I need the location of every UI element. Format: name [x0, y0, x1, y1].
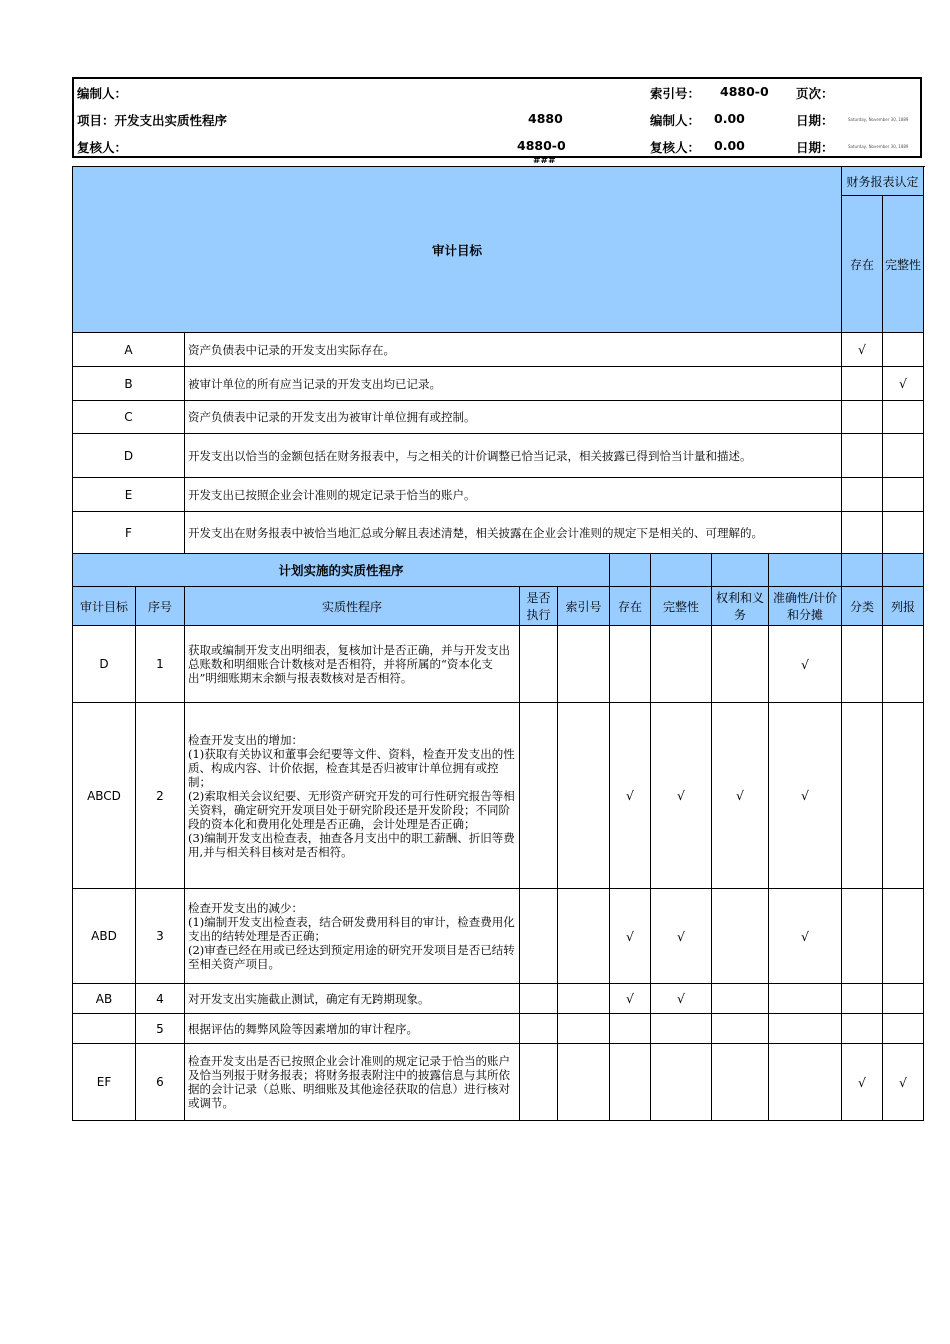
objective-check [883, 333, 924, 367]
procedure-check: √ [769, 626, 842, 703]
procedure-text: 检查开发支出的增加： (1)获取有关协议和董事会纪要等文件、资料，检查开发支出的性质、构成内容、计价依据，检查其是否归被审计单位拥有或控制； (2)索取相关会议纪要、无形资产研究开发的可行性研究报告等相关资料，确定研究开发项目处于研究阶段还是开发阶段；不同阶段的资本化和费用化处理是否正确，会计处理是否正确； (3)编制开发支出检查表，抽查各月支出中的职工薪酬、折旧等费用,并与相关科目核对是否相符。 [185, 703, 520, 889]
procedure-check [651, 1044, 712, 1121]
procedure-row [73, 1044, 924, 1121]
header-box [72, 77, 922, 158]
procedure-seq: 6 [136, 1044, 185, 1121]
procedure-executed-cell[interactable] [520, 626, 558, 703]
objective-code: D [73, 434, 185, 478]
objective-row [73, 478, 924, 512]
procedure-check: √ [712, 703, 769, 889]
procedure-text: 根据评估的舞弊风险等因素增加的审计程序。 [185, 1014, 520, 1044]
procedure-check [610, 1044, 651, 1121]
procedure-text: 检查开发支出是否已按照企业会计准则的规定记录于恰当的账户及恰当列报于财务报表；将财务报表附注中的披露信息与其所依据的会计记录（总账、明细账及其他途径获取的信息）进行核对或调节。 [185, 1044, 520, 1121]
index-label: 索引号： [650, 86, 701, 101]
page-label: 页次： [796, 86, 834, 101]
objective-row [73, 367, 924, 401]
procedure-index-cell[interactable] [558, 984, 610, 1014]
procedure-index-cell[interactable] [558, 1044, 610, 1121]
proc-assertion-presentation: 列报 [883, 587, 924, 626]
procedure-executed-cell[interactable] [520, 984, 558, 1014]
procedure-check: √ [842, 1044, 883, 1121]
procedure-check [712, 984, 769, 1014]
procedure-check [883, 1014, 924, 1044]
assertion-completeness: 完整性 [883, 196, 924, 333]
date2-value: Saturday, November 30, 1889 [848, 144, 909, 149]
preparer2-label: 编制人： [650, 113, 701, 128]
procedure-check: √ [769, 703, 842, 889]
date2-label: 日期： [796, 140, 834, 155]
objective-code: F [73, 512, 185, 554]
preparer2-value: 0.00 [714, 111, 745, 126]
procedure-check [842, 889, 883, 984]
date-value: Saturday, November 30, 1889 [848, 117, 909, 122]
procedure-objective: D [73, 626, 136, 703]
review-code: 4880-0 [517, 138, 566, 153]
procedure-check: √ [610, 703, 651, 889]
reviewer-label: 复核人： [77, 140, 128, 155]
objective-code: A [73, 333, 185, 367]
objective-row [73, 333, 924, 367]
plan-title: 计划实施的实质性程序 [73, 554, 610, 587]
objective-code: E [73, 478, 185, 512]
preparer-label: 编制人： [77, 86, 128, 101]
proc-header-objective: 审计目标 [73, 587, 136, 626]
procedure-executed-cell[interactable] [520, 703, 558, 889]
procedure-objective: EF [73, 1044, 136, 1121]
proc-assertion-classification: 分类 [842, 587, 883, 626]
objective-text: 开发支出以恰当的金额包括在财务报表中，与之相关的计价调整已恰当记录，相关披露已得到恰当计量和描述。 [185, 434, 842, 478]
project-label: 项目：开发支出实质性程序 [77, 113, 228, 128]
objective-check [842, 434, 883, 478]
procedure-check: √ [769, 889, 842, 984]
objective-check [842, 478, 883, 512]
procedure-check: √ [651, 984, 712, 1014]
objective-row [73, 512, 924, 554]
fs-assertion-title: 财务报表认定 [842, 167, 924, 196]
procedure-objective [73, 1014, 136, 1044]
procedure-text: 对开发支出实施截止测试，确定有无跨期现象。 [185, 984, 520, 1014]
objective-check: √ [842, 333, 883, 367]
objective-check [883, 478, 924, 512]
objective-check [842, 401, 883, 434]
procedure-seq: 4 [136, 984, 185, 1014]
proc-header-index: 索引号 [558, 587, 610, 626]
procedure-objective: ABD [73, 889, 136, 984]
objective-text: 被审计单位的所有应当记录的开发支出均已记录。 [185, 367, 842, 401]
objective-text: 开发支出已按照企业会计准则的规定记录于恰当的账户。 [185, 478, 842, 512]
procedure-check [769, 984, 842, 1014]
audit-objective-title: 审计目标 [73, 167, 842, 333]
objective-check [883, 512, 924, 554]
procedure-executed-cell[interactable] [520, 1044, 558, 1121]
objective-check [842, 367, 883, 401]
procedure-seq: 1 [136, 626, 185, 703]
procedure-executed-cell[interactable] [520, 889, 558, 984]
procedure-check [883, 984, 924, 1014]
procedure-index-cell[interactable] [558, 1014, 610, 1044]
procedure-index-cell[interactable] [558, 703, 610, 889]
proc-assertion-existence: 存在 [610, 587, 651, 626]
procedure-objective: ABCD [73, 703, 136, 889]
objective-row [73, 401, 924, 434]
procedure-check [842, 984, 883, 1014]
procedure-check [883, 889, 924, 984]
procedure-check [883, 626, 924, 703]
objective-check [883, 434, 924, 478]
procedure-check [842, 703, 883, 889]
procedure-check: √ [883, 1044, 924, 1121]
procedure-check [769, 1014, 842, 1044]
objective-row [73, 434, 924, 478]
objective-text: 开发支出在财务报表中被恰当地汇总或分解且表述清楚，相关披露在企业会计准则的规定下是相关的、可理解的。 [185, 512, 842, 554]
procedure-objective: AB [73, 984, 136, 1014]
reviewer2-value: 0.00 [714, 138, 745, 153]
procedure-seq: 3 [136, 889, 185, 984]
objective-code: B [73, 367, 185, 401]
procedure-check [610, 626, 651, 703]
procedure-row [73, 1014, 924, 1044]
proc-assertion-rights: 权利和义务 [712, 587, 769, 626]
date-label: 日期： [796, 113, 834, 128]
proc-assertion-valuation: 准确性/计价和分摊 [769, 587, 842, 626]
procedure-seq: 2 [136, 703, 185, 889]
objective-check: √ [883, 367, 924, 401]
procedure-text: 获取或编制开发支出明细表，复核加计是否正确，并与开发支出总账数和明细账合计数核对是否相符，并将所属的“资本化支出”明细账期末余额与报表数核对是否相符。 [185, 626, 520, 703]
objective-check [883, 401, 924, 434]
procedure-check: √ [610, 984, 651, 1014]
proc-header-seq: 序号 [136, 587, 185, 626]
procedure-check [712, 626, 769, 703]
objective-text: 资产负债表中记录的开发支出为被审计单位拥有或控制。 [185, 401, 842, 434]
procedure-check [712, 1014, 769, 1044]
procedure-executed-cell[interactable] [520, 1014, 558, 1044]
objective-code: C [73, 401, 185, 434]
objective-check [842, 512, 883, 554]
procedure-check [712, 889, 769, 984]
overflow-marker: ### [533, 156, 556, 166]
procedure-check [651, 1014, 712, 1044]
procedure-text: 检查开发支出的减少： (1)编制开发支出检查表，结合研发费用科目的审计，检查费用化支出的结转处理是否正确； (2)审查已经在用或已经达到预定用途的研究开发项目是否已结转至相关资产项目。 [185, 889, 520, 984]
procedure-row [73, 626, 924, 703]
procedure-row [73, 984, 924, 1014]
procedure-check: √ [610, 889, 651, 984]
procedure-check: √ [651, 703, 712, 889]
proc-header-procedure: 实质性程序 [185, 587, 520, 626]
procedure-row [73, 889, 924, 984]
proc-assertion-completeness: 完整性 [651, 587, 712, 626]
project-code: 4880 [528, 111, 563, 126]
procedure-check: √ [651, 889, 712, 984]
index-value: 4880-0 [720, 84, 769, 99]
audit-program-table [72, 166, 924, 1121]
procedure-check [769, 1044, 842, 1121]
assertion-existence: 存在 [842, 196, 883, 333]
reviewer2-label: 复核人： [650, 140, 701, 155]
procedure-index-cell[interactable] [558, 626, 610, 703]
procedure-check [712, 1044, 769, 1121]
procedure-check [610, 1014, 651, 1044]
procedure-check [842, 626, 883, 703]
procedure-check [842, 1014, 883, 1044]
procedure-check [883, 703, 924, 889]
proc-header-executed: 是否执行 [520, 587, 558, 626]
procedure-index-cell[interactable] [558, 889, 610, 984]
objective-text: 资产负债表中记录的开发支出实际存在。 [185, 333, 842, 367]
procedure-check [651, 626, 712, 703]
procedure-seq: 5 [136, 1014, 185, 1044]
procedure-row [73, 703, 924, 889]
